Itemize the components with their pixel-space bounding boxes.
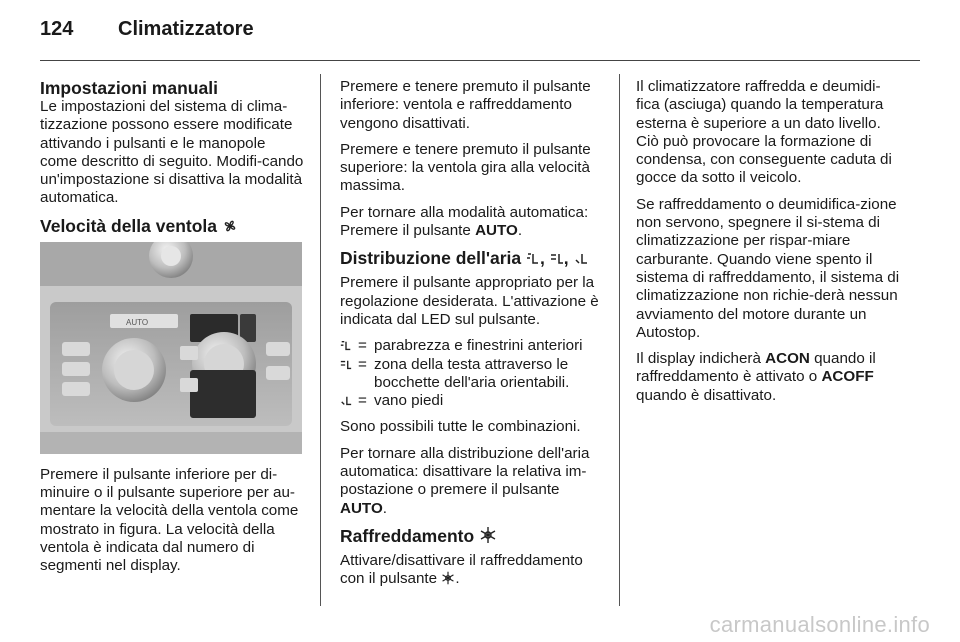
legend-item: = vano piedi <box>340 392 606 410</box>
hold-upper-paragraph: Premere e tenere premuto il pulsante superiore: la ventola gira alla velocità massima. <box>340 140 591 195</box>
cooling-paragraph: Attivare/disattivare il raffreddamento con il pulsante . <box>340 551 583 588</box>
chapter-title: Climatizzatore <box>118 18 254 40</box>
page-header <box>40 16 920 56</box>
fan-heading-text: Velocità della ventola <box>40 215 218 236</box>
column-divider-1 <box>320 74 321 606</box>
auto-bold-label: AUTO <box>475 222 518 240</box>
header-divider <box>40 60 920 61</box>
climate-control-panel-photo <box>40 242 302 454</box>
section-heading-cooling <box>340 526 606 546</box>
acon-label: ACON <box>765 350 810 368</box>
snowflake-icon <box>479 526 497 544</box>
hold-lower-paragraph: Premere e tenere premuto il pulsante inferiore: ventola e raffreddamento vengono disattivati. <box>340 78 591 132</box>
legend-item: = zona della testa attraverso le bocchette dell'aria orientabili. <box>340 356 606 393</box>
section-heading-air-distribution: Distribuzione dell'aria , , <box>340 248 606 268</box>
air-distribution-legend <box>340 337 606 410</box>
cooling-heading-text: Raffreddamento <box>340 525 475 546</box>
section-heading-fan <box>40 216 306 236</box>
windscreen-airflow-icon <box>526 252 540 266</box>
switch-off-paragraph: Se raffreddamento o deumidifica-zione non servono, spegnere il si-stema di climatizzazione per rispar-miare carburante. Quando viene spento il sistema di raffreddamento, il sistema di climatizzazione non richie-derà nessun avviamento del motore durante un Autostop. <box>636 195 900 341</box>
section-heading-manual: Impostazioni manuali <box>40 78 218 98</box>
head-airflow-icon <box>340 359 352 371</box>
intro-paragraph: Le impostazioni del sistema di clima-tizzazione possono essere modificate attivando i pulsanti e le manopole come descritto di seguito. Modifi-cando un'impostazione si disattiva la modalità automatica. <box>40 98 304 207</box>
legend-item: = parabrezza e finestrini anteriori <box>340 337 606 355</box>
air-heading-text: Distribuzione dell'aria <box>340 248 522 269</box>
auto-bold-label: AUTO <box>340 499 383 517</box>
feet-airflow-icon <box>574 252 588 266</box>
combinations-paragraph: Sono possibili tutte le combinazioni. <box>340 418 581 436</box>
head-airflow-icon <box>550 252 564 266</box>
column-3 <box>636 78 904 413</box>
air-distribution-paragraph: Premere il pulsante appropriato per la regolazione desiderata. L'attivazione è indicata dal LED sul pulsante. <box>340 274 599 328</box>
snowflake-icon <box>441 571 455 585</box>
fan-icon <box>222 218 238 234</box>
watermark: carmanualsonline.info <box>709 612 930 637</box>
acoff-label: ACOFF <box>821 368 874 386</box>
page-number: 124 <box>40 18 74 40</box>
feet-airflow-icon <box>340 395 352 407</box>
auto-mode-paragraph: Per tornare alla modalità automatica: Premere il pulsante AUTO. <box>340 203 589 240</box>
column-2 <box>340 78 606 597</box>
panel-auto-label: AUTO <box>126 317 149 327</box>
dehumidify-paragraph: Il climatizzatore raffredda e deumidi-fica (asciuga) quando la temperatura esterna è superiore a un dato livello. Ciò può provocare la formazione di condensa, con conseguente caduta di gocce da sotto il veicolo. <box>636 78 892 187</box>
auto-distribution-paragraph: Per tornare alla distribuzione dell'aria automatica: disattivare la relativa im-postazione o premere il pulsante AUTO. <box>340 444 590 517</box>
column-1 <box>40 78 306 584</box>
windscreen-airflow-icon <box>340 340 352 352</box>
column-divider-2 <box>619 74 620 606</box>
fan-paragraph: Premere il pulsante inferiore per di-minuire o il pulsante superiore per au-mentare la velocità della ventola come mostrato in figura. La velocità della ventola è indicata dal numero di segmenti nel display. <box>40 465 299 575</box>
display-indicator-paragraph: Il display indicherà ACON quando il raffreddamento è attivato o ACOFF quando è disattivato. <box>636 350 876 404</box>
